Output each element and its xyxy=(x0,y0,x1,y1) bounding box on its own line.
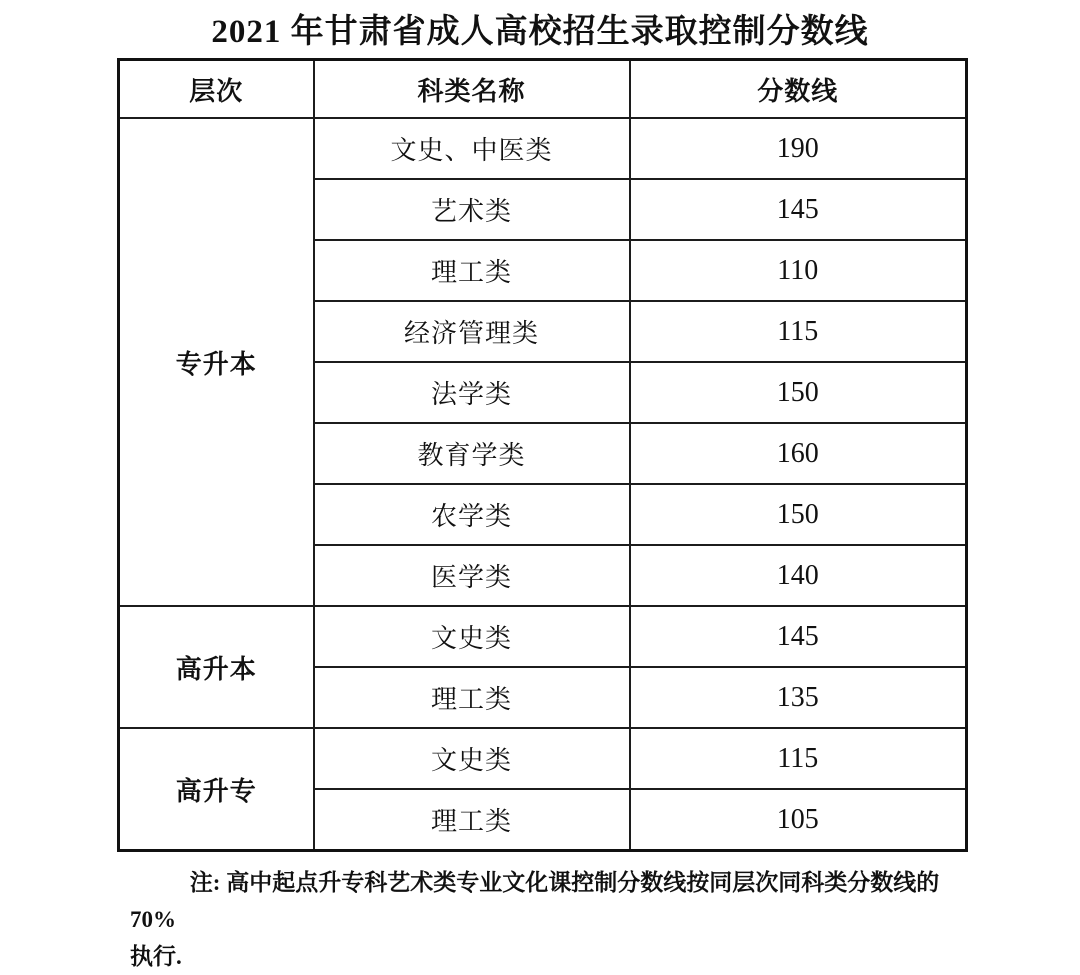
score-cell: 140 xyxy=(630,545,967,606)
score-cell: 135 xyxy=(630,667,967,728)
category-cell: 理工类 xyxy=(314,667,630,728)
category-cell: 理工类 xyxy=(314,240,630,301)
header-row xyxy=(119,60,967,119)
score-table xyxy=(117,58,968,852)
level-cell-zhuanshengben: 专升本 xyxy=(119,118,314,606)
score-cell: 110 xyxy=(630,240,967,301)
score-cell: 160 xyxy=(630,423,967,484)
category-cell: 艺术类 xyxy=(314,179,630,240)
category-cell: 理工类 xyxy=(314,789,630,851)
table-row xyxy=(119,728,967,789)
score-cell: 150 xyxy=(630,484,967,545)
footnote-line2: 执行. xyxy=(130,944,182,969)
category-cell: 医学类 xyxy=(314,545,630,606)
level-cell-gaoshengzhuan: 高升专 xyxy=(119,728,314,851)
header-cell-score: 分数线 xyxy=(630,60,967,119)
score-cell: 145 xyxy=(630,179,967,240)
score-cell: 115 xyxy=(630,728,967,789)
level-cell-gaoshengben: 高升本 xyxy=(119,606,314,728)
header-cell-category: 科类名称 xyxy=(314,60,630,119)
score-cell: 115 xyxy=(630,301,967,362)
category-cell: 法学类 xyxy=(314,362,630,423)
score-cell: 145 xyxy=(630,606,967,667)
category-cell: 经济管理类 xyxy=(314,301,630,362)
category-cell: 文史、中医类 xyxy=(314,118,630,179)
footnote xyxy=(130,864,960,975)
footnote-line1: 注: 高中起点升专科艺术类专业文化课控制分数线按同层次同科类分数线的 70% xyxy=(130,870,940,932)
table-row xyxy=(119,606,967,667)
category-cell: 文史类 xyxy=(314,728,630,789)
page-title: 2021 年甘肃省成人高校招生录取控制分数线 xyxy=(211,14,869,50)
score-cell: 105 xyxy=(630,789,967,851)
score-cell: 150 xyxy=(630,362,967,423)
category-cell: 文史类 xyxy=(314,606,630,667)
score-cell: 190 xyxy=(630,118,967,179)
category-cell: 农学类 xyxy=(314,484,630,545)
header-cell-level: 层次 xyxy=(119,60,314,119)
category-cell: 教育学类 xyxy=(314,423,630,484)
table-row xyxy=(119,118,967,179)
